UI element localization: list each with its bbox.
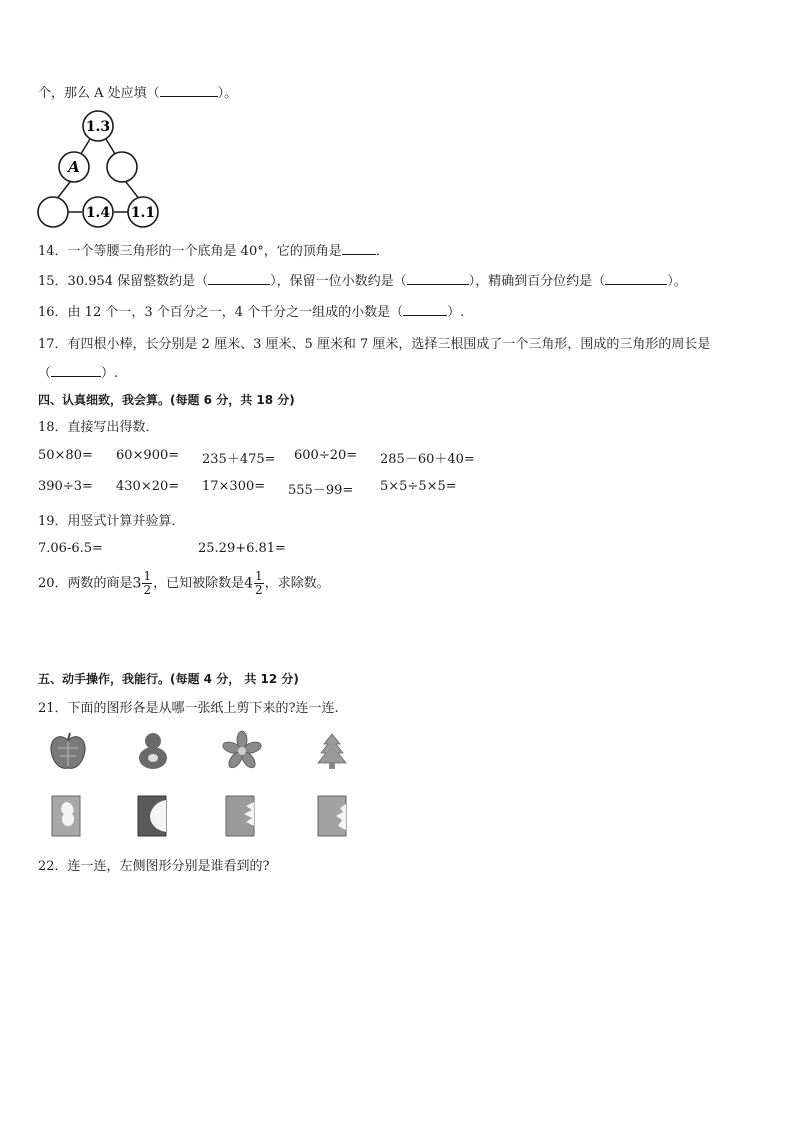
gourd-shape-icon (136, 730, 170, 772)
answer-blank[interactable] (403, 303, 447, 316)
answer-blank[interactable] (407, 272, 469, 285)
answer-blank[interactable] (208, 272, 270, 285)
fraction: $\frac{1}{2}$ (143, 569, 152, 597)
question-22-title: 22．连一连，左侧图形分别是谁看到的? (38, 859, 270, 874)
value-bottom-mid: 1.4 (85, 205, 111, 221)
paper-sheet-1-icon (50, 794, 82, 838)
fraction: $\frac{1}{2}$ (255, 569, 263, 597)
question-15: 15．30.954 保留整数约是（ ），保留一位小数约是（ ），精确到百分位约是（ ）。 (38, 274, 687, 289)
calc-item: 285－60＋40= (380, 452, 475, 467)
circle-right-mid (107, 152, 137, 182)
calc-item: 235＋475= (202, 452, 276, 467)
calc-item: 555－99= (288, 483, 354, 498)
question-14: 14．一个等腰三角形的一个底角是 40°，它的顶角是 ． (38, 244, 389, 259)
paper-sheet-2-icon (136, 794, 168, 838)
calc-item: 390÷3= (38, 479, 93, 494)
vertical-calc-item: 7.06-6.5= (38, 541, 103, 556)
number-triangle-diagram (34, 110, 166, 230)
section-5-heading: 五、动手操作，我能行。(每题 4 分， 共 12 分) (38, 672, 299, 686)
apple-shape-icon (48, 730, 88, 772)
calc-item: 430×20= (116, 479, 180, 494)
answer-blank[interactable] (342, 242, 376, 255)
tree-shape-icon (316, 732, 348, 772)
answer-blank[interactable] (51, 364, 101, 377)
calc-item: 60×900= (116, 448, 180, 463)
paper-sheet-4-icon (316, 794, 348, 838)
question-18-title: 18．直接写出得数． (38, 420, 159, 435)
flower-shape-icon (222, 730, 262, 772)
question-21-title: 21．下面的图形各是从哪一张纸上剪下来的?连一连. (38, 701, 339, 716)
answer-blank[interactable] (605, 272, 667, 285)
label-a: A (68, 158, 80, 176)
vertical-calc-item: 25.29+6.81= (198, 541, 286, 556)
question-16: 16．由 12 个一，3 个百分之一，4 个千分之一组成的小数是（ ）. (38, 305, 465, 320)
calc-item: 5×5÷5×5= (380, 479, 457, 494)
paper-sheet-3-icon (224, 794, 256, 838)
question-17-answer: （ ）. (38, 366, 119, 381)
value-bottom-right: 1.1 (130, 205, 156, 221)
question-20: 20．两数的商是3 $\frac{1}{2}$ ，已知被除数是4 $\frac{1}{2}$ ，求除数。 (38, 569, 330, 597)
question-13-tail: 个，那么 A 处应填（ ）。 (38, 86, 238, 101)
section-4-heading: 四、认真细致，我会算。(每题 6 分，共 18 分) (38, 393, 295, 407)
calc-item: 600÷20= (294, 448, 358, 463)
question-19-title: 19．用竖式计算并验算． (38, 514, 185, 529)
calc-item: 50×80= (38, 448, 93, 463)
circle-bottom-left (38, 197, 68, 227)
calc-item: 17×300= (202, 479, 266, 494)
question-17: 17．有四根小棒，长分别是 2 厘米、3 厘米、5 厘米和 7 厘米，选择三根围成了一个三角形，围成的三角形的周长是 (38, 337, 711, 352)
value-top: 1.3 (85, 119, 111, 135)
answer-blank[interactable] (160, 84, 218, 97)
